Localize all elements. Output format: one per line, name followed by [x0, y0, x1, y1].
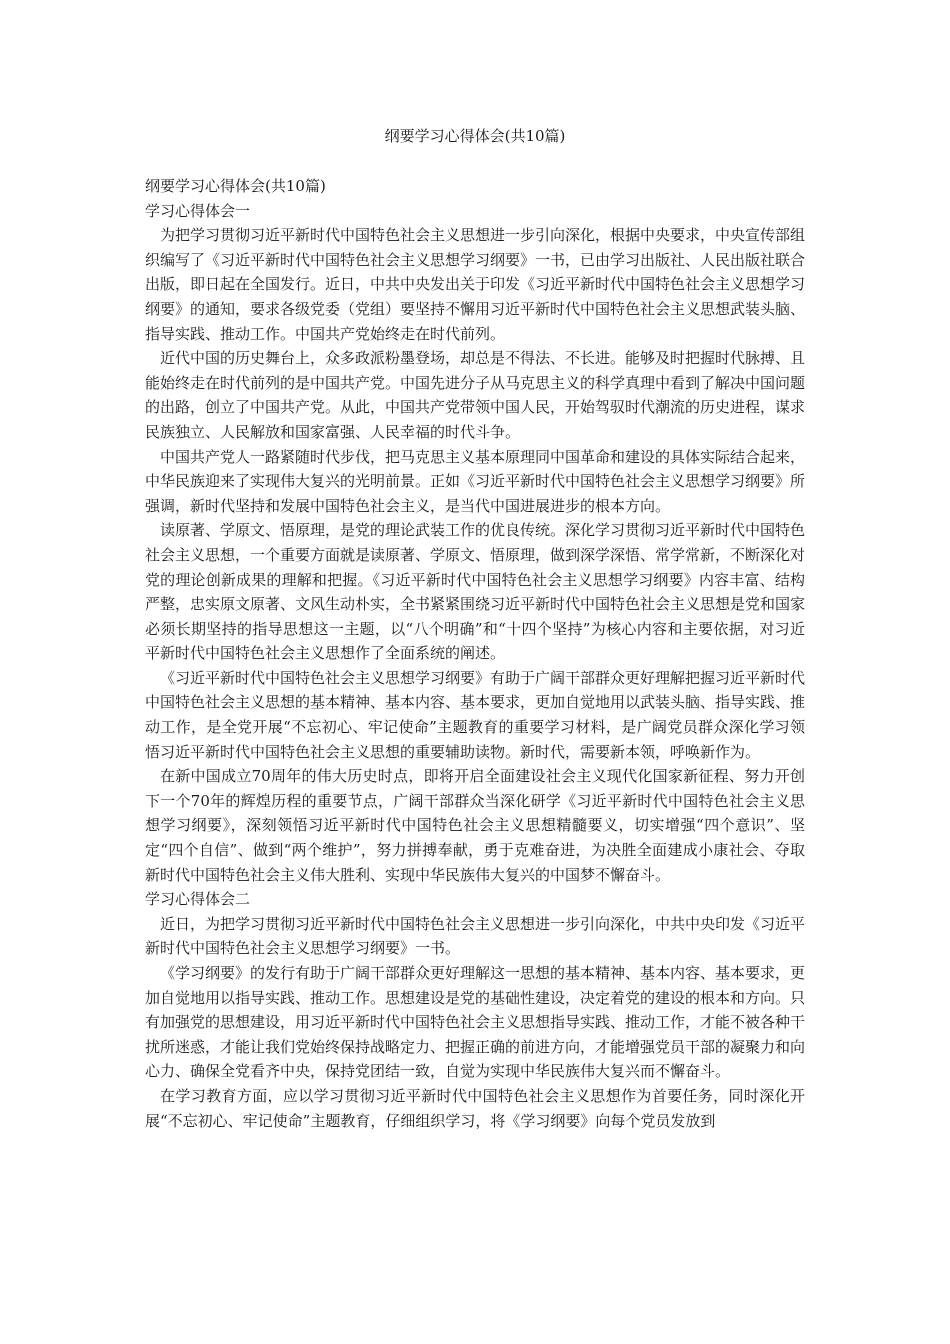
body-paragraph: 在新中国成立70周年的伟大历史时点，即将开启全面建设社会主义现代化国家新征程、努力开创下一个70年的辉煌历程的重要节点，广阔干部群众当深化研学《习近平新时代中国特色社会主义思想学习纲要》，深刻领悟习近平新时代中国特色社会主义思想精髓要义，切实增强“四个意识”、坚定“四个自信”、做到“两个维护”，努力拼搏奉献，勇于克难奋进，为决胜全面建成小康社会、夺取新时代中国特色社会主义伟大胜利、实现中华民族伟大复兴的中国梦不懈奋斗。 [145, 767, 805, 884]
body-paragraph: 《学习纲要》的发行有助于广阔干部群众更好理解这一思想的基本精神、基本内容、基本要求，更加自觉地用以指导实践、推动工作。思想建设是党的基础性建设，决定着党的建设的根本和方向。只有加强党的思想建设，用习近平新时代中国特色社会主义思想指导实践、推动工作，才能不被各种干扰所迷惑，才能让我们党始终保持战略定力、把握正确的前进方向，才能增强党员干部的凝聚力和向心力、确保全党看齐中央，保持党团结一致，自觉为实现中华民族伟大复兴而不懈奋斗。 [145, 964, 806, 1081]
section-heading: 纲要学习心得体会(共10篇) [145, 177, 326, 195]
body-paragraph: 读原著、学原文、悟原理，是党的理论武装工作的优良传统。深化学习贯彻习近平新时代中国特色社会主义思想，一个重要方面就是读原著、学原文、悟原理，做到深学深悟、常学常新，不断深化对党的理论创新成果的理解和把握。《习近平新时代中国特色社会主义思想学习纲要》内容丰富、结构严整，忠实原文原著、文风生动朴实，全书紧紧围绕习近平新时代中国特色社会主义思想是党和国家必须长期坚持的指导思想这一主题，以“八个明确”和“十四个坚持”为核心内容和主要依据，对习近平新时代中国特色社会主义思想作了全面系统的阐述。 [145, 521, 806, 663]
body-paragraph: 为把学习贯彻习近平新时代中国特色社会主义思想进一步引向深化，根据中央要求，中央宣传部组织编写了《习近平新时代中国特色社会主义思想学习纲要》一书，已由学习出版社、人民出版社联合出版，即日起在全国发行。近日，中共中央发出关于印发《习近平新时代中国特色社会主义思想学习纲要》的通知，要求各级党委（党组）要坚持不懈用习近平新时代中国特色社会主义思想武装头脑、指导实践、推动工作。中国共产党始终走在时代前列。 [145, 226, 806, 343]
body-paragraph: 在学习教育方面，应以学习贯彻习近平新时代中国特色社会主义思想作为首要任务，同时深化开展“不忘初心、牢记使命”主题教育，仔细组织学习，将《学习纲要》向每个党员发放到 [145, 1086, 805, 1130]
body-paragraph: 中国共产党人一路紧随时代步伐，把马克思主义基本原理同中国革命和建设的具体实际结合起来，中华民族迎来了实现伟大复兴的光明前景。正如《习近平新时代中国特色社会主义思想学习纲要》所强调，新时代坚持和发展中国特色社会主义，是当代中国进展进步的根本方向。 [145, 447, 806, 515]
document-title: 纲要学习心得体会(共10篇) [384, 127, 566, 145]
body-paragraph: 近代中国的历史舞台上，众多政派粉墨登场，却总是不得法、不长进。能够及时把握时代脉搏、且能始终走在时代前列的是中国共产党。中国先进分子从马克思主义的科学真理中看到了解决中国问题的出路，创立了中国共产党。从此，中国共产党带领中国人民，开始驾驭时代潮流的历史进程，谋求民族独立、人民解放和国家富强、人民幸福的时代斗争。 [145, 349, 806, 441]
section-heading: 学习心得体会二 [145, 890, 251, 909]
body-paragraph: 近日，为把学习贯彻习近平新时代中国特色社会主义思想进一步引向深化，中共中央印发《习近平新时代中国特色社会主义思想学习纲要》一书。 [145, 914, 806, 958]
document-body [145, 174, 805, 1133]
section-heading: 学习心得体会一 [145, 201, 251, 220]
body-paragraph: 《习近平新时代中国特色社会主义思想学习纲要》有助于广阔干部群众更好理解把握习近平新时代中国特色社会主义思想的基本精神、基本内容、基本要求，更加自觉地用以武装头脑、指导实践、推动工作，是全党开展“不忘初心、牢记使命”主题教育的重要学习材料，是广阔党员群众深化学习领悟习近平新时代中国特色社会主义思想的重要辅助读物。新时代，需要新本领，呼唤新作为。 [145, 668, 806, 761]
